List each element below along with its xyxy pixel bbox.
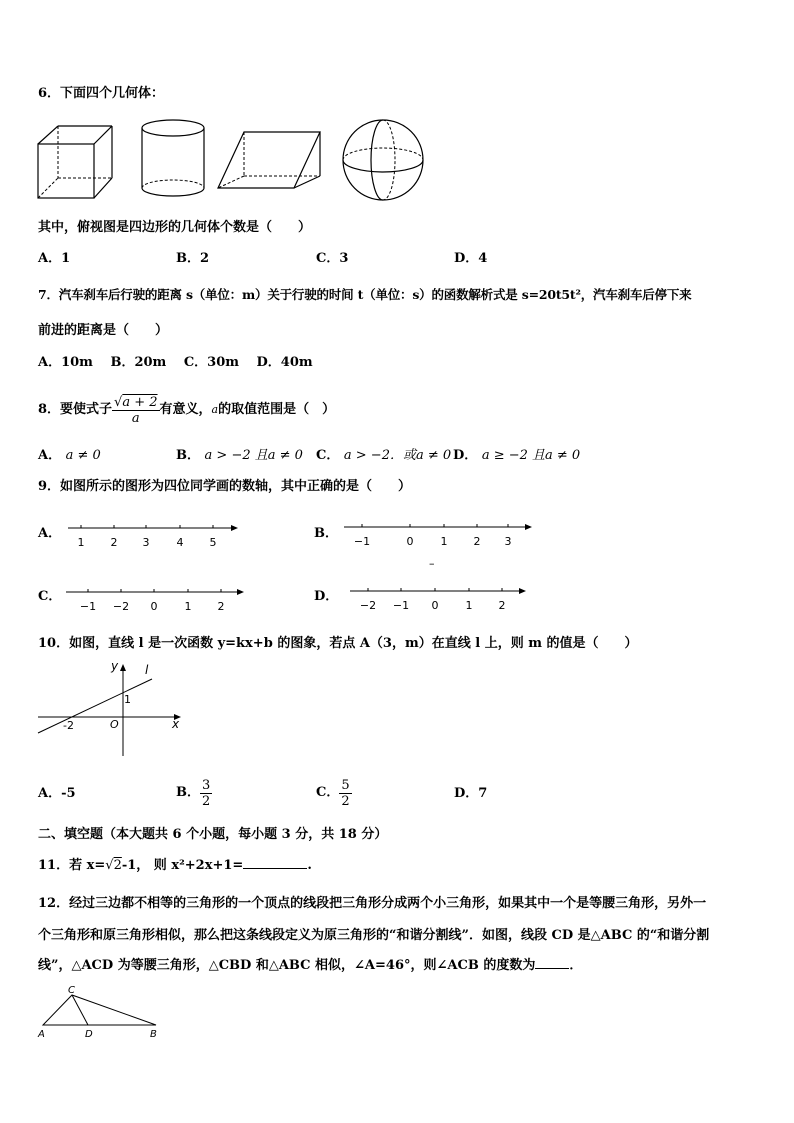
- q10-option-d[interactable]: D．7: [454, 786, 488, 801]
- intercept-label: 1: [124, 693, 131, 706]
- tick-label: 1: [77, 536, 85, 549]
- tick-label: 1: [184, 600, 192, 613]
- q6-stem: 6．下面四个几何体：: [38, 86, 165, 101]
- x-axis-label: x: [172, 717, 180, 731]
- y-axis-label: y: [111, 659, 119, 673]
- tick-label: −1: [392, 599, 410, 612]
- section-title: 二、填空题（本大题共 6 个小题，每小题 3 分，共 18 分）: [38, 827, 388, 842]
- number-line-c: [66, 586, 246, 616]
- number-line-b: [344, 520, 534, 550]
- tick-label: 3: [142, 536, 150, 549]
- sphere-figure: [340, 118, 426, 202]
- q8-option-b[interactable]: B． a > −2 且a ≠ 0: [176, 448, 303, 463]
- cylinder-figure: [138, 118, 208, 200]
- tick-label: 5: [209, 536, 217, 549]
- tick-label: 3: [504, 535, 512, 548]
- tick-label: −1: [353, 535, 371, 548]
- triangle-figure: [38, 984, 164, 1042]
- q6-option-d[interactable]: D．4: [454, 251, 488, 266]
- q9-stem: 9．如图所示的图形为四位同学画的数轴，其中正确的是（ ）: [38, 479, 412, 494]
- q7-line1: 7．汽车刹车后行驶的距离 s（单位：m）关于行驶的时间 t（单位：s）的函数解析式是 s=20t5t²，汽车刹车后停下来: [38, 287, 692, 302]
- tick-label: 1: [465, 599, 473, 612]
- tick-label: 1: [440, 535, 448, 548]
- q10-stem: 10．如图，直线 l 是一次函数 y=kx+b 的图象，若点 A（3，m）在直线 l 上，则 m 的值是（ ）: [38, 636, 638, 651]
- tick-label: 2: [473, 535, 481, 548]
- q8-option-d[interactable]: D． a ≥ −2 且a ≠ 0: [453, 448, 581, 463]
- q9-option-d-label[interactable]: D．: [314, 589, 339, 604]
- point-d-label: D: [85, 1029, 93, 1040]
- q12-line3: 线”，△ACD 为等腰三角形，△CBD 和△ABC 相似，∠A=46°，则∠ACB 的度数为 ．: [38, 958, 583, 973]
- cube-figure: [36, 122, 116, 202]
- q7-options[interactable]: A．10m B．20m C．30m D．40m: [38, 355, 313, 370]
- tick-label: 2: [217, 600, 225, 613]
- q10-option-b[interactable]: B． $\frac{3}{2}$: [176, 777, 211, 809]
- tick-label: 0: [431, 599, 439, 612]
- q9-option-b-label[interactable]: B．: [314, 526, 338, 541]
- q8-fraction: $\frac{√a + 2}{a}$: [114, 394, 158, 426]
- q8-option-a[interactable]: A． a ≠ 0: [38, 448, 101, 463]
- q8-option-c[interactable]: C． a > −2．或a ≠ 0: [316, 448, 452, 463]
- tick-label: −2: [112, 600, 130, 613]
- q7-line2: 前进的距离是（ ）: [38, 323, 169, 338]
- q10-option-a[interactable]: A．-5: [38, 786, 76, 801]
- tick-label: −1: [79, 600, 97, 613]
- q6-option-a[interactable]: A．1: [38, 251, 71, 266]
- q8-stem: 8．要使式子 $\frac{√a + 2}{a}$ 有意义， a 的取值范围是（ ）: [38, 394, 336, 426]
- line-label: l: [145, 663, 149, 677]
- tick-label: 0: [406, 535, 414, 548]
- origin-label: O: [110, 718, 119, 731]
- vertex-a-label: A: [38, 1029, 45, 1040]
- tick-label: 0: [150, 600, 158, 613]
- number-line-a: [68, 522, 240, 552]
- q12-line2: 个三角形和原三角形相似，那么把这条线段定义为原三角形的“和谐分割线”．如图，线段 CD 是△ABC 的“和谐分割: [38, 928, 710, 943]
- q10-option-c[interactable]: C． $\frac{5}{2}$: [316, 777, 350, 809]
- q11-stem: 11．若 x=√2-1， 则 x²+2x+1= .: [38, 858, 312, 873]
- stray-mark: –: [429, 557, 435, 570]
- vertex-b-label: B: [150, 1029, 157, 1040]
- tick-label: 2: [498, 599, 506, 612]
- q6-option-c[interactable]: C．3: [316, 251, 349, 266]
- q12-line1: 12．经过三边都不相等的三角形的一个顶点的线段把三角形分成两个小三角形，如果其中一个是等腰三角形，另外一: [38, 896, 707, 911]
- number-line-d: [350, 585, 530, 615]
- x-intercept-label: -2: [63, 719, 74, 732]
- q6-option-b[interactable]: B．2: [176, 251, 210, 266]
- tick-label: 4: [176, 536, 184, 549]
- tick-label: −2: [359, 599, 377, 612]
- q9-option-c-label[interactable]: C．: [38, 589, 62, 604]
- answer-blank[interactable]: [535, 968, 569, 969]
- prism-figure: [216, 126, 320, 196]
- tick-label: 2: [110, 536, 118, 549]
- q9-option-a-label[interactable]: A．: [38, 526, 62, 541]
- linear-function-graph: [38, 656, 188, 760]
- q6-question: 其中，俯视图是四边形的几何体个数是（ ）: [38, 220, 312, 235]
- answer-blank[interactable]: [243, 868, 307, 869]
- vertex-c-label: C: [68, 985, 75, 996]
